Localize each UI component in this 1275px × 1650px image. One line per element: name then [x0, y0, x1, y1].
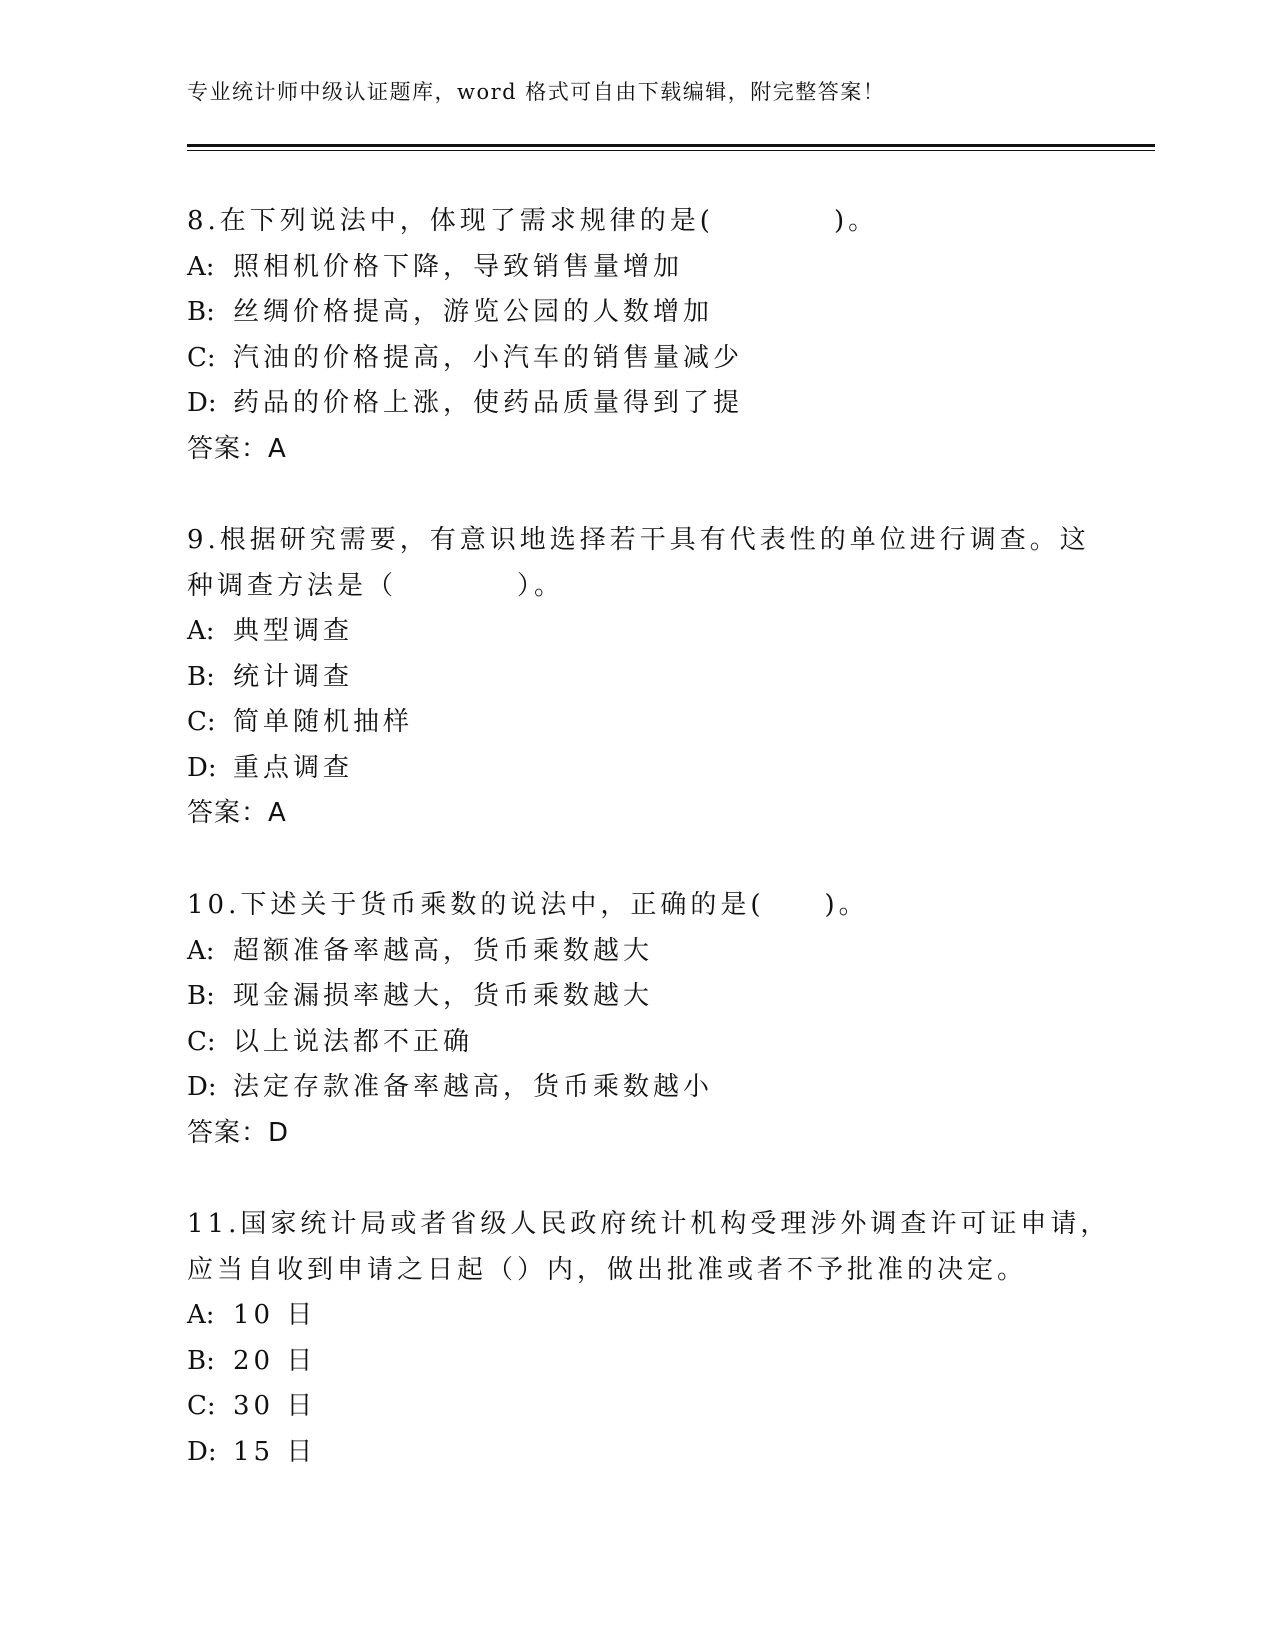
- option-text: 20 日: [233, 1345, 317, 1376]
- option-letter: D:: [187, 1072, 217, 1102]
- option-letter: A:: [187, 1300, 215, 1330]
- question-11: [187, 1202, 1111, 1475]
- question-stem: 8.在下列说法中，体现了需求规律的是( )。: [187, 206, 879, 236]
- option-text: 统计调查: [233, 661, 354, 692]
- question-stem-line-2: 应当自收到申请之日起（）内，做出批准或者不予批准的决定。: [187, 1254, 1028, 1285]
- option-letter: A:: [187, 616, 215, 646]
- option-letter: B:: [187, 1345, 215, 1376]
- question-8: [187, 199, 1087, 472]
- option-letter: C:: [187, 1026, 216, 1057]
- option-text: 15 日: [233, 1436, 317, 1467]
- option-a: [187, 609, 1087, 655]
- option-c: [187, 700, 1087, 746]
- option-text: 重点调查: [233, 752, 354, 783]
- option-b: [187, 974, 1087, 1020]
- option-text: 现金漏损率越大，货币乘数越大: [233, 981, 654, 1011]
- option-a: [187, 929, 1087, 975]
- option-a: [187, 245, 1087, 291]
- option-letter: D:: [187, 1436, 217, 1467]
- option-d: [187, 381, 1087, 427]
- option-text: 药品的价格上涨，使药品质量得到了提: [233, 388, 744, 418]
- option-letter: D:: [187, 388, 217, 418]
- question-stem-line-1: 9.根据研究需要，有意识地选择若干具有代表性的单位进行调查。这: [187, 525, 1090, 555]
- option-text: 汽油的价格提高，小汽车的销售量减少: [233, 342, 744, 373]
- page-header: 专业统计师中级认证题库，word 格式可自由下载编辑，附完整答案！: [187, 80, 886, 104]
- option-text: 典型调查: [233, 616, 354, 646]
- answer: 答案：A: [187, 433, 287, 464]
- option-d: [187, 1430, 1087, 1476]
- option-d: [187, 1065, 1087, 1111]
- option-text: 丝绸价格提高，游览公园的人数增加: [233, 297, 714, 327]
- option-b: [187, 655, 1087, 701]
- option-letter: C:: [187, 342, 216, 373]
- option-letter: A:: [187, 251, 215, 282]
- question-10: [187, 883, 1087, 1156]
- question-9: [187, 518, 1090, 837]
- header-divider-thin: [187, 150, 1155, 151]
- option-letter: B:: [187, 661, 215, 692]
- option-d: [187, 746, 1087, 792]
- option-text: 法定存款准备率越高，货币乘数越小: [233, 1072, 714, 1102]
- option-letter: D:: [187, 752, 217, 783]
- question-stem: 10.下述关于货币乘数的说法中，正确的是( )。: [187, 890, 869, 920]
- option-text: 10 日: [233, 1300, 317, 1330]
- option-text: 照相机价格下降，导致销售量增加: [233, 251, 684, 282]
- option-text: 简单随机抽样: [233, 707, 414, 737]
- question-stem-line-1: 11.国家统计局或者省级人民政府统计机构受理涉外调查许可证申请，: [187, 1209, 1111, 1239]
- option-a: [187, 1293, 1087, 1339]
- question-stem-line-2: 种调查方法是（ ）。: [187, 570, 565, 601]
- option-letter: A:: [187, 935, 215, 966]
- answer: 答案：A: [187, 798, 287, 828]
- header-divider-thick: [187, 144, 1155, 147]
- option-c: [187, 1020, 1087, 1066]
- option-b: [187, 1339, 1087, 1385]
- option-letter: C:: [187, 1391, 216, 1421]
- option-c: [187, 1384, 1087, 1430]
- option-c: [187, 336, 1087, 382]
- answer: 答案：D: [187, 1117, 290, 1148]
- option-letter: C:: [187, 707, 216, 737]
- option-letter: B:: [187, 981, 215, 1011]
- option-text: 30 日: [233, 1391, 317, 1421]
- option-b: [187, 290, 1087, 336]
- option-text: 以上说法都不正确: [233, 1026, 474, 1057]
- option-letter: B:: [187, 297, 215, 327]
- option-text: 超额准备率越高，货币乘数越大: [233, 935, 654, 966]
